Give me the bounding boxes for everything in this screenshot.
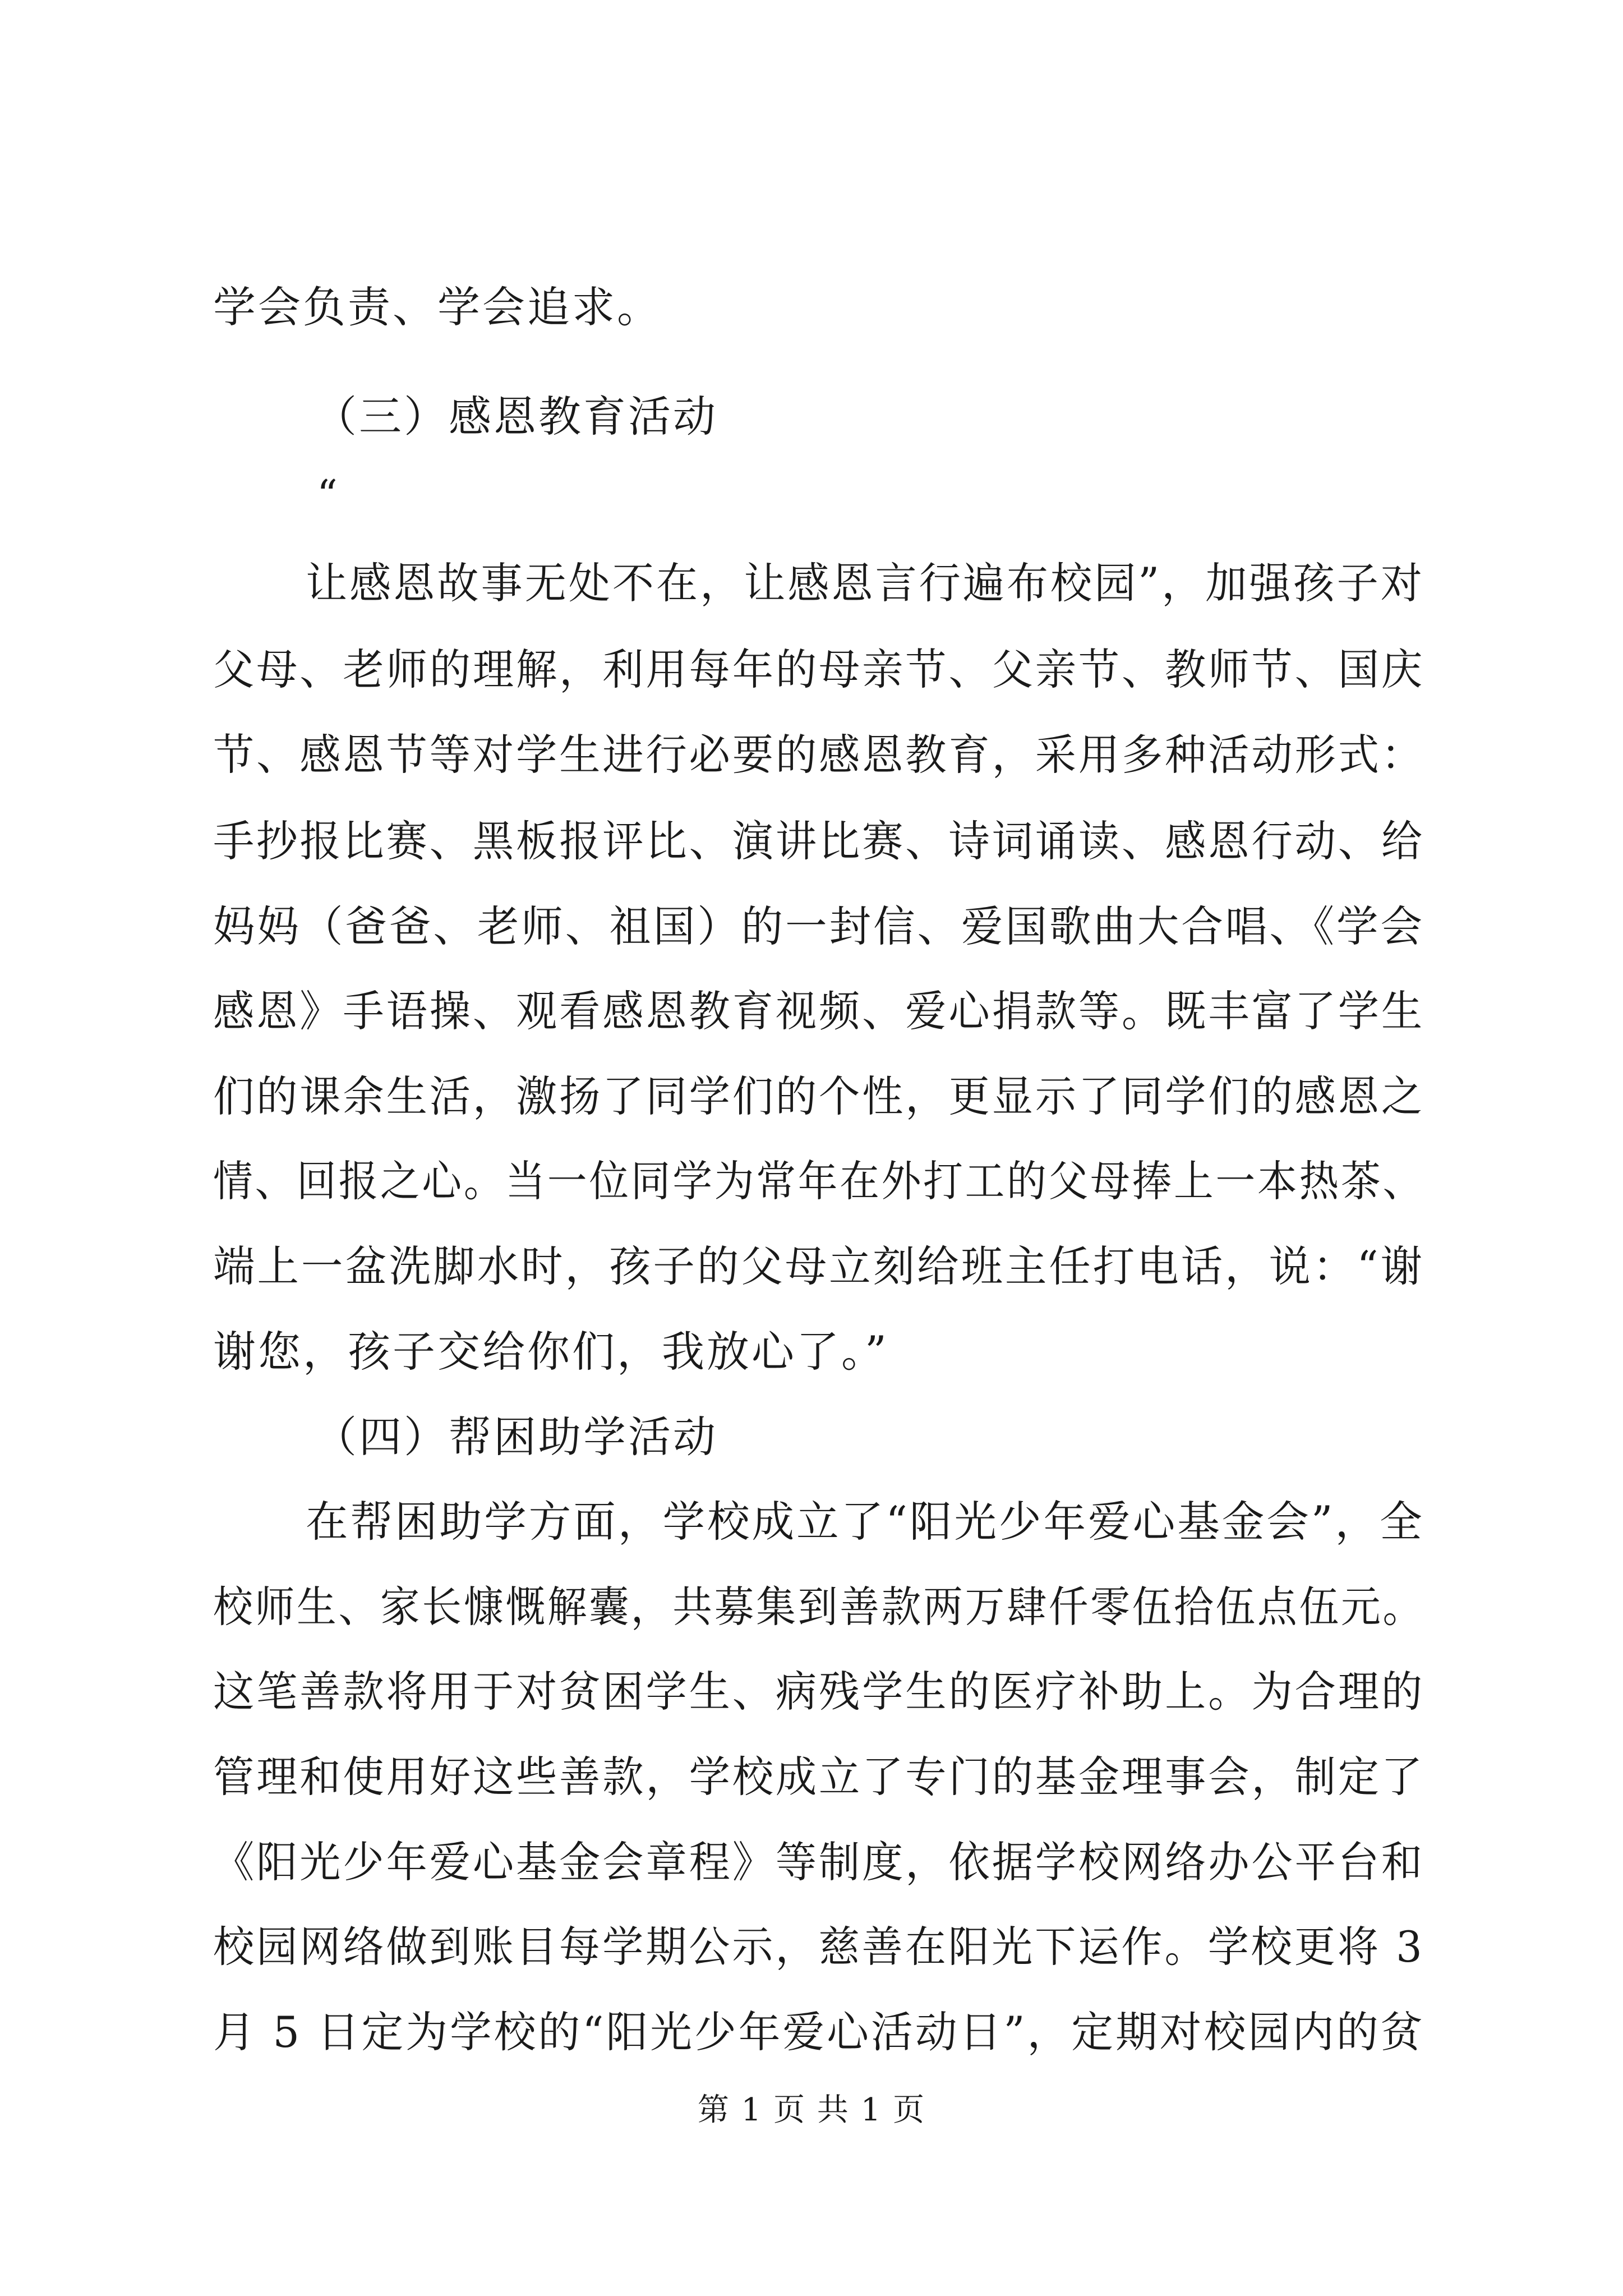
body-line-10: 们的课余生活，激扬了同学们的个性，更显示了同学们的感恩之 bbox=[213, 1071, 1425, 1121]
page-footer: 第 1 页 共 1 页 bbox=[697, 2092, 926, 2128]
body-line-18: 管理和使用好这些善款，学校成立了专门的基金理事会，制定了 bbox=[213, 1752, 1425, 1802]
body-line-12: 端上一盆洗脚水时，孩子的父母立刻给班主任打电话，说：“谢 bbox=[213, 1241, 1424, 1291]
body-line-11: 情、回报之心。当一位同学为常年在外打工的父母捧上一本热茶、 bbox=[213, 1156, 1424, 1206]
section-heading-3: （三）感恩教育活动 bbox=[314, 392, 718, 441]
body-line-5: 父母、老师的理解，利用每年的母亲节、父亲节、教师节、国庆 bbox=[213, 645, 1425, 694]
body-line-20: 校园网络做到账目每学期公示，慈善在阳光下运作。学校更将 3 bbox=[213, 1922, 1424, 1972]
body-line-21: 月 5 日定为学校的“阳光少年爱心活动日”，定期对校园内的贫 bbox=[213, 2007, 1425, 2057]
body-line-4: 让感恩故事无处不在，让感恩言行遍布校园”，加强孩子对 bbox=[306, 558, 1424, 608]
body-line-8: 妈妈（爸爸、老师、祖国）的一封信、爱国歌曲大合唱、《学会 bbox=[213, 901, 1424, 951]
body-line-13: 谢您，孩子交给你们，我放心了。” bbox=[213, 1327, 889, 1377]
body-line-17: 这笔善款将用于对贫困学生、病残学生的医疗补助上。为合理的 bbox=[213, 1667, 1425, 1717]
section-heading-4: （四）帮困助学活动 bbox=[314, 1412, 718, 1462]
opening-quote-mark: “ bbox=[317, 471, 340, 518]
body-line-6: 节、感恩节等对学生进行必要的感恩教育，采用多种活动形式： bbox=[213, 730, 1425, 780]
body-line-7: 手抄报比赛、黑板报评比、演讲比赛、诗词诵读、感恩行动、给 bbox=[213, 816, 1425, 866]
body-line-19: 《阳光少年爱心基金会章程》等制度，依据学校网络办公平台和 bbox=[213, 1837, 1425, 1887]
body-line-1: 学会负责、学会追求。 bbox=[213, 282, 662, 332]
body-line-15: 在帮困助学方面，学校成立了“阳光少年爱心基金会”，全 bbox=[306, 1497, 1424, 1547]
body-line-9: 感恩》手语操、观看感恩教育视频、爱心捐款等。既丰富了学生 bbox=[213, 986, 1425, 1036]
body-line-16: 校师生、家长慷慨解囊，共募集到善款两万肆仟零伍拾伍点伍元。 bbox=[213, 1582, 1424, 1632]
